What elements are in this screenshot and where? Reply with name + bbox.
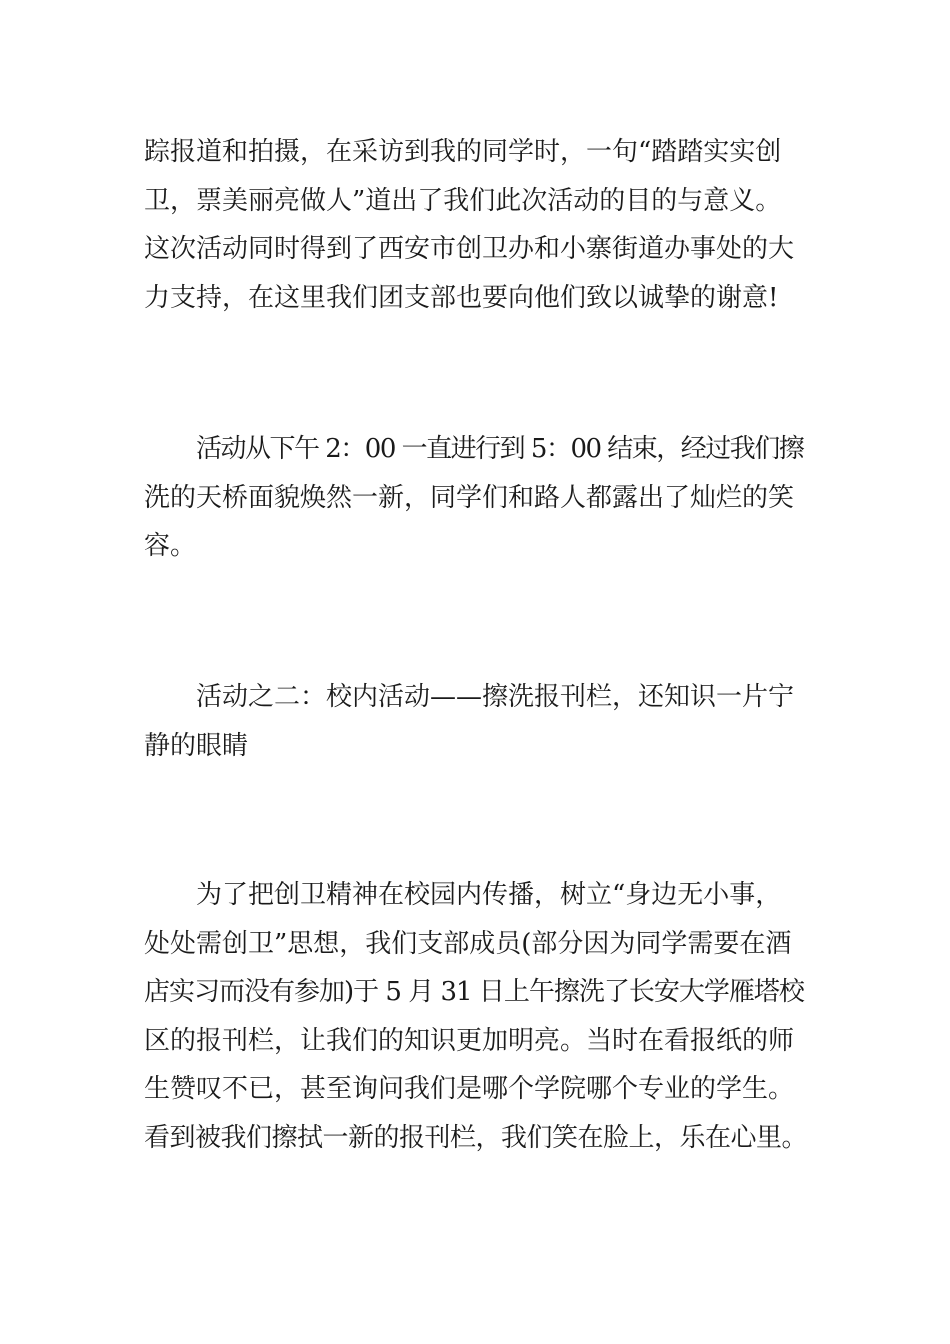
paragraph-line: 踪报道和拍摄，在采访到我的同学时，一句“踏踏实实创 <box>144 137 782 167</box>
paragraph-line: 力支持，在这里我们团支部也要向他们致以诚挚的谢意! <box>144 282 779 313</box>
paragraph-activity-time <box>144 425 806 571</box>
paragraph-line: 为了把创卫精神在校园内传播，树立“身边无小事， <box>196 880 782 910</box>
paragraph-continued-report <box>144 128 806 322</box>
paragraph-line: 容。 <box>144 531 197 561</box>
paragraph-line: 卫，票美丽亮做人”道出了我们此次活动的目的与意义。 <box>144 185 782 216</box>
paragraph-line: 洗的天桥面貌焕然一新，同学们和路人都露出了灿烂的笑 <box>144 482 795 513</box>
paragraph-line: 处处需创卫”思想，我们支部成员(部分因为同学需要在酒 <box>144 928 792 959</box>
paragraph-line: 这次活动同时得到了西安市创卫办和小寨街道办事处的大 <box>144 234 795 264</box>
paragraph-line: 静的眼睛 <box>144 730 249 761</box>
paragraph-line: 区的报刊栏，让我们的知识更加明亮。当时在看报纸的师 <box>144 1025 795 1056</box>
paragraph-line: 店实习而没有参加)于 5 月 31 日上午擦洗了长安大学雁塔校 <box>144 977 804 1007</box>
section-heading-activity-two <box>144 673 806 770</box>
paragraph-line: 生赞叹不已，甚至询问我们是哪个学院哪个专业的学生。 <box>144 1074 795 1104</box>
paragraph-line: 活动从下午 2：00 一直进行到 5：00 结束，经过我们擦 <box>196 434 804 464</box>
paragraph-line: 看到被我们擦拭一新的报刊栏，我们笑在脸上，乐在心里。 <box>144 1122 808 1153</box>
paragraph-campus-activity <box>144 871 806 1162</box>
paragraph-line: 活动之二：校内活动——擦洗报刊栏，还知识一片宁 <box>196 682 795 712</box>
